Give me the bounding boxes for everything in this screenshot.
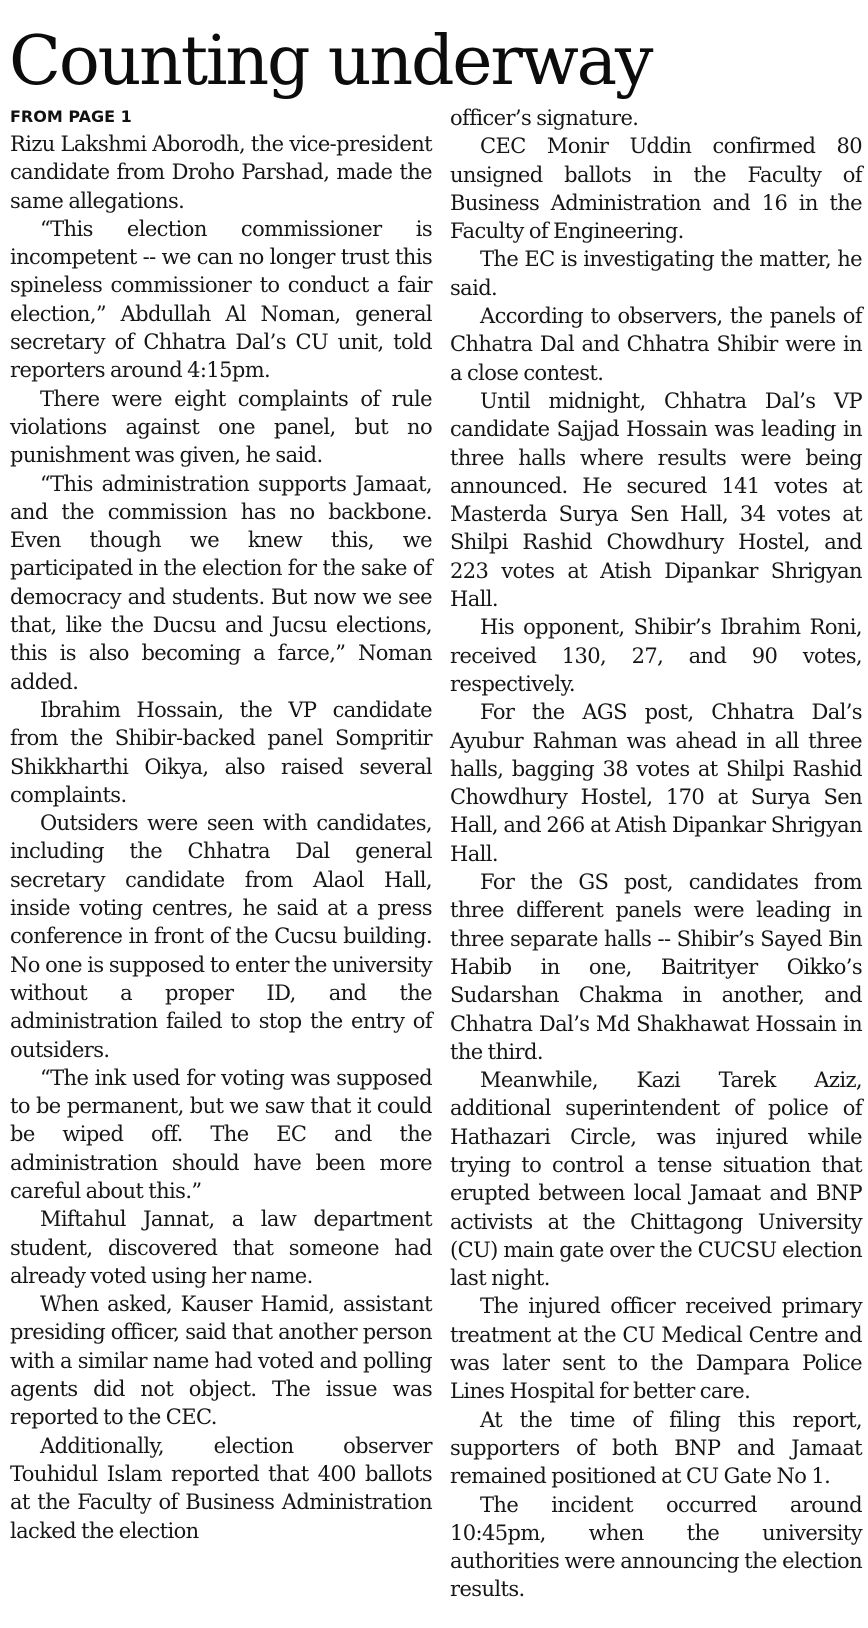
paragraph: officer’s signature. bbox=[450, 106, 639, 130]
paragraph: Miftahul Jannat, a law department student, discovered that someone had already voted using her name. bbox=[10, 1207, 432, 1288]
paragraph: When asked, Kauser Hamid, assistant presiding officer, said that another person with a similar name had voted and polling agents did not object. The issue was reported to the CEC. bbox=[10, 1292, 432, 1430]
paragraph: The incident occurred around 10:45pm, when the university authorities were announcing the election results. bbox=[450, 1492, 862, 1602]
paragraph: His opponent, Shibir’s Ibrahim Roni, received 130, 27, and 90 votes, respectively. bbox=[450, 615, 862, 696]
paragraph: “The ink used for voting was supposed to be permanent, but we saw that it could be wiped off. The EC and the administration should have been more careful about this.” bbox=[10, 1065, 432, 1203]
paragraph: Ibrahim Hossain, the VP candidate from the Shibir-backed panel Sompritir Shikkharthi Oikya, also raised several complaints. bbox=[10, 697, 432, 807]
paragraph: Meanwhile, Kazi Tarek Aziz, additional superintendent of police of Hathazari Circle, was injured while trying to control a tense situation that erupted between local Jamaat and BNP activists at the Chittagong University (CU) main gate over the CUCSU election last night. bbox=[450, 1068, 862, 1291]
headline: Counting underway bbox=[9, 22, 652, 101]
paragraph: “This election commissioner is incompetent -- we can no longer trust this spineless commissioner to conduct a fair election,” Abdullah Al Noman, general secretary of Chhatra Dal’s CU unit, told reporters around 4:15pm. bbox=[10, 216, 432, 383]
paragraph: Outsiders were seen with candidates, including the Chhatra Dal general secretary candidate from Alaol Hall, inside voting centres, he said at a press conference in front of the Cucsu building. No one is supposed to enter the university without a proper ID, and the administration failed to stop the entry of outsiders. bbox=[10, 811, 432, 1062]
paragraph: Until midnight, Chhatra Dal’s VP candidate Sajjad Hossain was leading in three halls where results were being announced. He secured 141 votes at Masterda Surya Sen Hall, 34 votes at Shilpi Rashid Chowdhury Hostel, and 223 votes at Atish Dipankar Shrigyan Hall. bbox=[450, 388, 862, 612]
paragraph: At the time of filing this report, supporters of both BNP and Jamaat remained positioned at CU Gate No 1. bbox=[450, 1407, 862, 1489]
right-column bbox=[450, 104, 862, 1604]
paragraph: There were eight complaints of rule violations against one panel, but no punishment was given, he said. bbox=[10, 386, 432, 468]
paragraph: The EC is investigating the matter, he said. bbox=[450, 247, 862, 300]
paragraph: For the AGS post, Chhatra Dal’s Ayubur Rahman was ahead in all three halls, bagging 38 votes at Shilpi Rashid Chowdhury Hostel, 170 at Surya Sen Hall, and 266 at Atish Dipankar Shrigyan Hall. bbox=[450, 700, 862, 866]
paragraph: The injured officer received primary treatment at the CU Medical Centre and was later sent to the Dampara Police Lines Hospital for better care. bbox=[450, 1294, 862, 1404]
left-column bbox=[10, 104, 432, 1545]
paragraph: For the GS post, candidates from three different panels were leading in three separate halls -- Shibir’s Sayed Bin Habib in one, Baitrityer Oikko’s Sudarshan Chakma in another, and Chhatra Dal’s Md Shakhawat Hossain in the third. bbox=[450, 870, 862, 1064]
paragraph: Rizu Lakshmi Aborodh, the vice-president candidate from Droho Parshad, made the same allegations. bbox=[10, 132, 432, 213]
continuation-label: FROM PAGE 1 bbox=[10, 107, 132, 126]
paragraph: According to observers, the panels of Chhatra Dal and Chhatra Shibir were in a close contest. bbox=[450, 304, 862, 385]
paragraph: Additionally, election observer Touhidul Islam reported that 400 ballots at the Faculty of Business Administration lacked the election bbox=[10, 1433, 432, 1543]
paragraph: CEC Monir Uddin confirmed 80 unsigned ballots in the Faculty of Business Administration and 16 in the Faculty of Engineering. bbox=[450, 134, 862, 244]
paragraph: “This administration supports Jamaat, and the commission has no backbone. Even though we knew this, we participated in the election for the sake of democracy and students. But now we see that, like the Ducsu and Jucsu elections, this is also becoming a farce,” Noman added. bbox=[10, 471, 432, 694]
